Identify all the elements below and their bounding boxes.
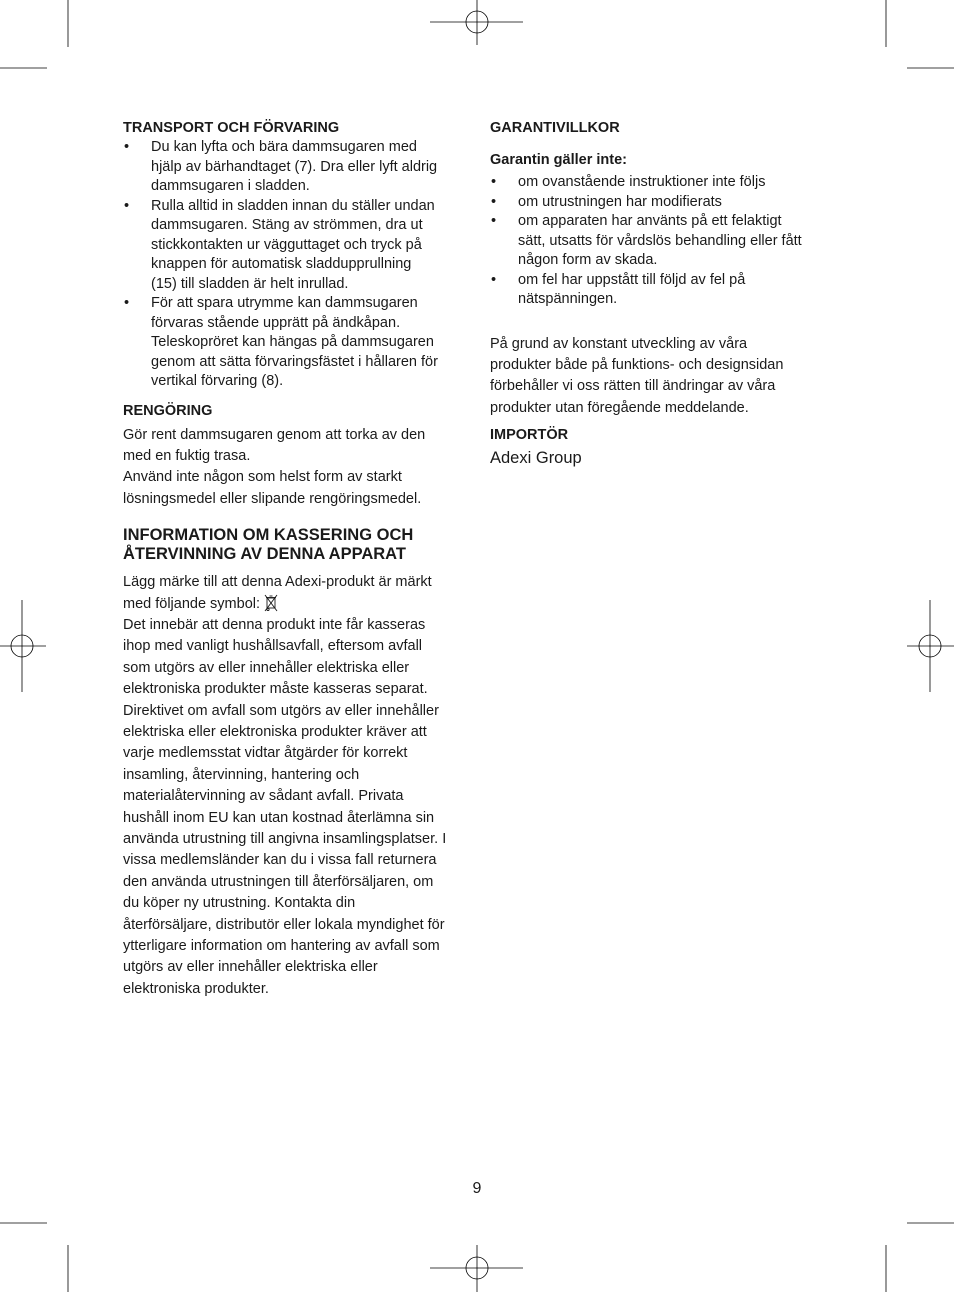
text-line: du köper ny utrustning. Kontakta din <box>123 895 356 912</box>
list-item-line: Rulla alltid in sladden innan du ställer undan <box>151 197 435 214</box>
text-line: förbehåller vi oss rätten till ändringar av våra <box>490 378 776 395</box>
registration-mark-right <box>907 600 954 692</box>
list-item-line: om apparaten har använts på ett felaktigt <box>518 213 782 229</box>
list-item <box>490 271 835 310</box>
text-line: vissa medlemsländer kan du i vissa fall returnera <box>123 852 437 869</box>
registration-mark-top <box>430 0 523 45</box>
importer-section <box>490 425 835 468</box>
bullet-mark: • <box>491 271 497 288</box>
list-item <box>123 138 468 197</box>
text-line: materialåtervinning av sådant avfall. Privata <box>123 788 404 805</box>
list-item <box>490 212 835 271</box>
registration-mark-left <box>0 600 46 692</box>
disposal-symbol-label: med följande symbol: <box>123 595 261 612</box>
importer-name: Adexi Group <box>490 449 582 468</box>
list-item-line: hjälp av bärhandtaget (7). Dra eller lyft aldrig <box>151 158 438 175</box>
text-line: med en fuktig trasa. <box>123 447 251 464</box>
bullet-mark: • <box>124 295 130 311</box>
bullet-mark: • <box>124 197 130 214</box>
warranty-subheading: Garantin gäller inte: <box>490 152 627 168</box>
cleaning-section <box>123 401 468 511</box>
list-item-line: om fel har uppstått till följd av fel på <box>518 271 746 288</box>
text-line: varje medlemsstat vidtar åtgärder för korrekt <box>123 745 408 762</box>
disposal-text-line: Lägg märke till att denna Adexi-produkt är märkt <box>123 574 432 591</box>
list-item-line: Teleskopröret kan hängas på dammsugaren <box>151 334 434 350</box>
text-line: återförsäljare, distributör eller lokala myndighet för <box>123 916 445 933</box>
disposal-text <box>123 615 468 1000</box>
bullet-mark: • <box>491 174 497 190</box>
transport-list <box>123 138 468 392</box>
disposal-heading-line: INFORMATION OM KASSERING OCH <box>123 526 414 545</box>
list-item-line: Du kan lyfta och bära dammsugaren med <box>151 139 417 155</box>
list-item-line: någon form av skada. <box>518 252 658 268</box>
text-line: produkter både på funktions- och designsidan <box>490 356 784 373</box>
list-item-line: nätspänningen. <box>518 291 618 307</box>
text-line: den använda utrustningen till återförsäljaren, om <box>123 873 434 890</box>
warranty-heading: GARANTIVILLKOR <box>490 120 620 136</box>
text-line: elektroniska produkter måste kasseras separat. <box>123 681 428 698</box>
list-item-line: dammsugaren i sladden. <box>151 178 310 194</box>
cleaning-heading: RENGÖRING <box>123 402 213 419</box>
text-line: Direktivet om avfall som utgörs av eller innehåller <box>123 702 439 719</box>
list-item-line: om ovanstående instruktioner inte följs <box>518 174 766 190</box>
cleaning-text <box>123 425 468 511</box>
disposal-symbol-line <box>123 594 468 615</box>
list-item-line: genom att sätta förvaringsfästet i hållaren för <box>151 353 438 370</box>
list-item <box>123 197 468 295</box>
list-item-line: sätt, utsatts för vårdslös behandling eller fått <box>518 232 802 249</box>
text-line: Gör rent dammsugaren genom att torka av den <box>123 426 426 443</box>
page-number: 9 <box>472 1180 482 1197</box>
list-item-line: stickkontakten ur vägguttaget och tryck på <box>151 236 422 253</box>
text-line: utgörs av eller innehåller elektriska eller <box>123 959 378 976</box>
list-item-line: knappen för automatisk sladdupprullning <box>151 256 412 272</box>
disposal-heading-line: ÅTERVINNING AV DENNA APPARAT <box>123 545 406 564</box>
warranty-list <box>490 173 835 310</box>
registration-mark-bottom <box>430 1245 523 1292</box>
crossed-out-wheelie-bin-icon <box>264 594 278 612</box>
right-column <box>490 118 835 468</box>
list-item <box>490 173 835 193</box>
transport-section <box>123 118 468 392</box>
text-line: använda utrustning till angivna insamlingsplatser. I <box>123 831 447 847</box>
list-item <box>123 294 468 392</box>
disposal-heading <box>123 526 468 564</box>
text-line: insamling, återvinning, hantering och <box>123 766 360 783</box>
text-line: lösningsmedel eller slipande rengöringsmedel. <box>123 490 422 507</box>
list-item-line: (15) till sladden är helt inrullad. <box>151 275 349 292</box>
list-item-line: För att spara utrymme kan dammsugaren <box>151 295 418 311</box>
text-line: elektroniska produkter. <box>123 980 269 997</box>
list-item-line: förvaras stående upprätt på ändkåpan. <box>151 314 401 331</box>
text-line: elektriska eller elektroniska produkter kräver att <box>123 723 427 740</box>
warranty-notice <box>490 334 835 420</box>
text-line: Använd inte någon som helst form av starkt <box>123 469 402 486</box>
text-line: ytterligare information om hantering av avfall som <box>123 938 440 955</box>
bullet-mark: • <box>124 139 130 155</box>
text-line: produkter utan föregående meddelande. <box>490 399 749 416</box>
left-column <box>123 118 468 1000</box>
transport-heading: TRANSPORT OCH FÖRVARING <box>123 120 340 136</box>
list-item-line: vertikal förvaring (8). <box>151 373 284 389</box>
list-item-line: dammsugaren. Stäng av strömmen, dra ut <box>151 217 423 233</box>
text-line: På grund av konstant utveckling av våra <box>490 335 748 352</box>
text-line: som utgörs av eller innehåller elektriska eller <box>123 659 410 676</box>
bullet-mark: • <box>491 193 497 210</box>
list-item <box>490 193 835 213</box>
text-line: hushåll inom EU kan utan kostnad återlämna sin <box>123 809 435 826</box>
text-line: ihop med vanligt hushållsavfall, eftersom avfall <box>123 638 423 655</box>
bullet-mark: • <box>491 213 497 229</box>
list-item-line: om utrustningen har modifierats <box>518 193 722 210</box>
importer-heading: IMPORTÖR <box>490 427 569 444</box>
disposal-section <box>123 526 468 1000</box>
warranty-section <box>490 118 835 419</box>
text-line: Det innebär att denna produkt inte får kasseras <box>123 616 426 633</box>
